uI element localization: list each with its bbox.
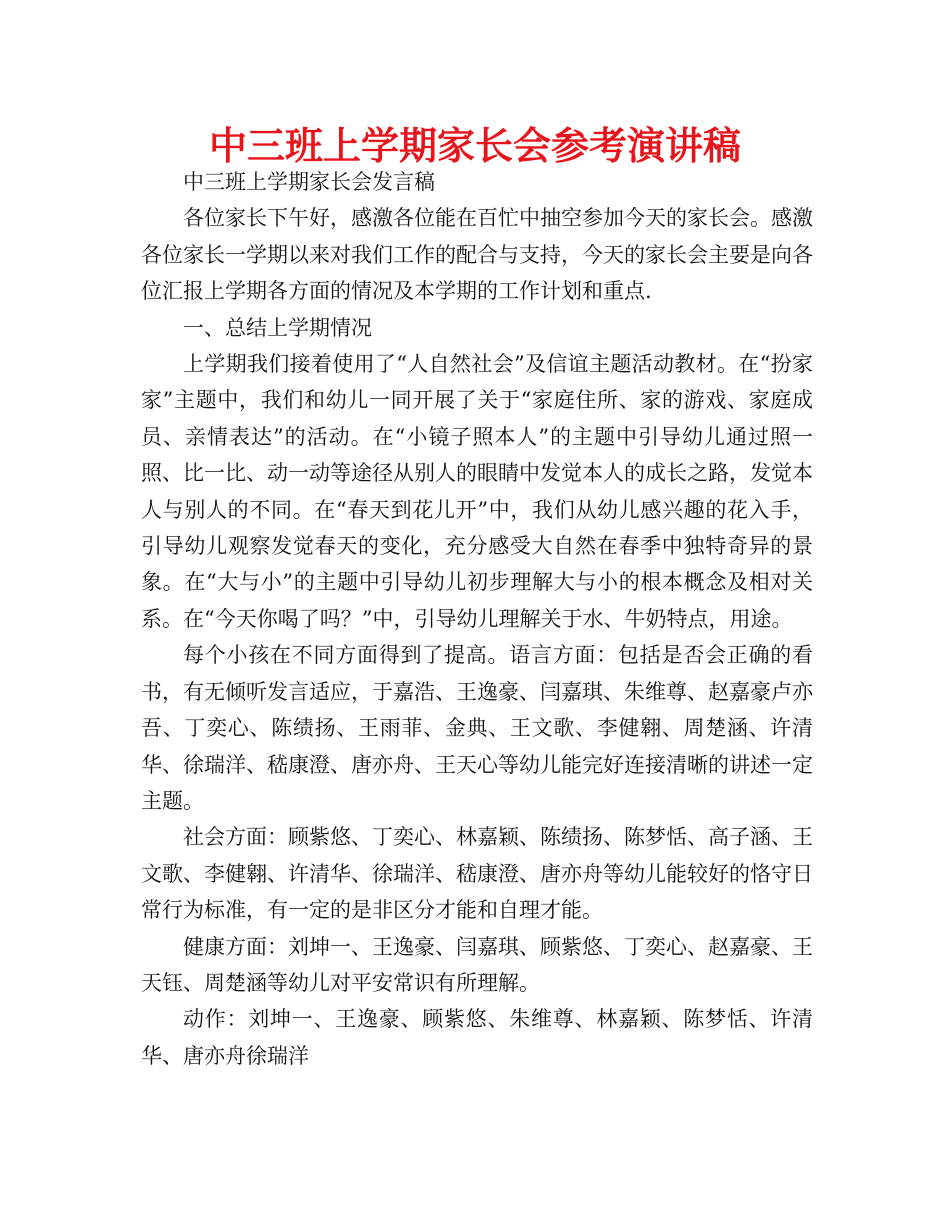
paragraph-greeting: 各位家长下午好，感激各位能在百忙中抽空参加今天的家长会。感激各位家长一学期以来对我们工作的配合与支持，今天的家长会主要是向各位汇报上学期各方面的情况及本学期的工作计划和重点. — [141, 206, 813, 304]
document-body — [141, 164, 813, 1074]
paragraph-health: 健康方面：刘坤一、王逸豪、闫嘉琪、顾紫悠、丁奕心、赵嘉豪、王天钰、周楚涵等幼儿对平安常识有所理解。 — [141, 934, 813, 995]
section-heading: 一、总结上学期情况 — [183, 315, 372, 340]
paragraph-themes: 上学期我们接着使用了“人自然社会”及信谊主题活动教材。在“扮家家”主题中，我们和幼儿一同开展了关于“家庭住所、家的游戏、家庭成员、亲情表达”的活动。在“小镜子照本人”的主题中引导幼儿通过照一照、比一比、动一动等途径从别人的眼睛中发觉本人的成长之路，发觉本人与别人的不同。在“春天到花儿开”中，我们从幼儿感兴趣的花入手，引导幼儿观察发觉春天的变化，充分感受大自然在春季中独特奇异的景象。在“大与小”的主题中引导幼儿初步理解大与小的根本概念及相对关系。在“今天你喝了吗？”中，引导幼儿理解关于水、牛奶特点，用途。 — [141, 352, 813, 631]
document-title: 中三班上学期家长会参考演讲稿 — [208, 124, 741, 168]
paragraph-subtitle: 中三班上学期家长会发言稿 — [183, 170, 435, 194]
paragraph-language: 每个小孩在不同方面得到了提高。语言方面：包括是否会正确的看书，有无倾听发言适应，于嘉浩、王逸豪、闫嘉琪、朱维尊、赵嘉豪卢亦吾、丁奕心、陈绩扬、王雨菲、金典、王文歌、李健翱、周楚涵、许清华、徐瑞洋、嵇康澄、唐亦舟、王天心等幼儿能完好连接清晰的讲述一定主题。 — [141, 643, 813, 813]
paragraph-social: 社会方面：顾紫悠、丁奕心、林嘉颖、陈绩扬、陈梦恬、高子涵、王文歌、李健翱、许清华、徐瑞洋、嵇康澄、唐亦舟等幼儿能较好的恪守日常行为标准，有一定的是非区分才能和自理才能。 — [141, 825, 813, 923]
paragraph-motor: 动作：刘坤一、王逸豪、顾紫悠、朱维尊、林嘉颖、陈梦恬、许清华、唐亦舟徐瑞洋 — [141, 1007, 813, 1068]
